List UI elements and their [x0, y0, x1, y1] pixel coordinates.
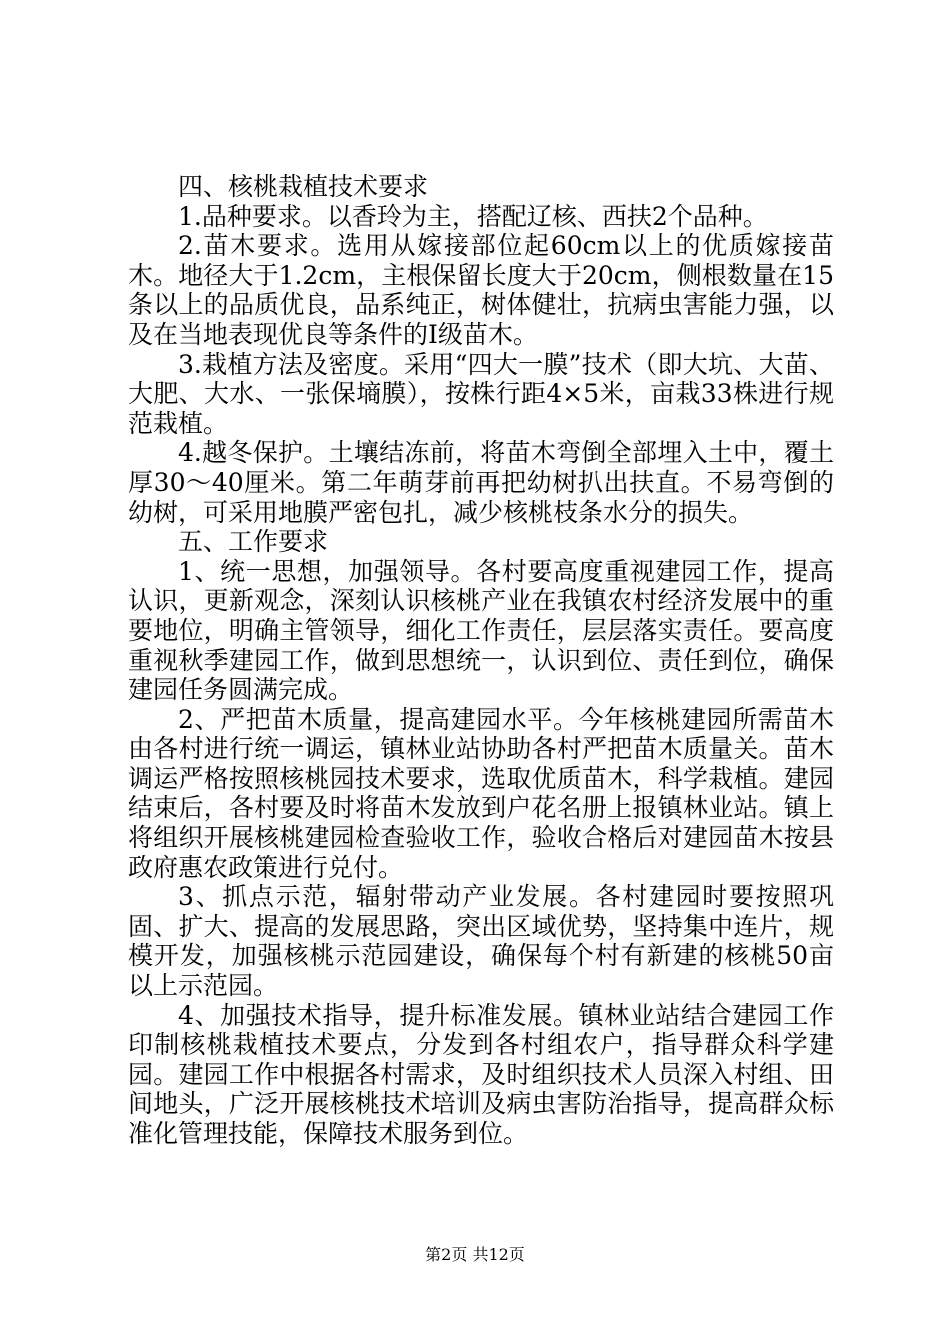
page-footer: 第2页 共12页	[425, 1245, 525, 1264]
paragraph-seedling: 2.苗木要求。选用从嫁接部位起60cm以上的优质嫁接苗木。地径大于1.2cm，主根保留长度大于20cm，侧根数量在15条以上的品质优良，品系纯正，树体健壮，抗病虫害能力强，以及在当地表现优良等条件的Ⅰ级苗木。	[128, 231, 834, 349]
paragraph-method: 3.栽植方法及密度。采用“四大一膜”技术（即大坑、大苗、大肥、大水、一张保墒膜），按株行距4×5米，亩栽33株进行规范栽植。	[128, 349, 834, 438]
paragraph-demonstration: 3、抓点示范，辐射带动产业发展。各村建园时要按照巩固、扩大、提高的发展思路，突出区域优势，坚持集中连片，规模开发，加强核桃示范园建设，确保每个村有新建的核桃50亩以上示范园。	[128, 882, 834, 1001]
paragraph-quality: 2、严把苗木质量，提高建园水平。今年核桃建园所需苗木由各村进行统一调运，镇林业站协助各村严把苗木质量关。苗木调运严格按照核桃园技术要求，选取优质苗木，科学栽植。建园结束后，各村要及时将苗木发放到户花名册上报镇林业站。镇上将组织开展核桃建园检查验收工作，验收合格后对建园苗木按县政府惠农政策进行兑付。	[128, 704, 834, 882]
section-heading-work: 五、工作要求	[178, 527, 329, 557]
paragraph-winter: 4.越冬保护。土壤结冻前，将苗木弯倒全部埋入土中，覆土厚30～40厘米。第二年萌芽前再把幼树扒出扶直。不易弯倒的幼树，可采用地膜严密包扎，减少核桃枝条水分的损失。	[128, 438, 834, 527]
section-heading-planting: 四、核桃栽植技术要求	[178, 172, 429, 201]
paragraph-variety: 1.品种要求。以香玲为主，搭配辽核、西扶2个品种。	[178, 201, 768, 231]
paragraph-technical: 4、加强技术指导，提升标准发展。镇林业站结合建园工作印制核桃栽植技术要点，分发到各村组农户，指导群众科学建园。建园工作中根据各村需求，及时组织技术人员深入村组、田间地头，广泛开展核桃技术培训及病虫害防治指导，提高群众标准化管理技能，保障技术服务到位。	[128, 1000, 834, 1148]
document-body	[128, 172, 834, 1149]
paragraph-leadership: 1、统一思想，加强领导。各村要高度重视建园工作，提高认识，更新观念，深刻认识核桃产业在我镇农村经济发展中的重要地位，明确主管领导，细化工作责任，层层落实责任。要高度重视秋季建园工作，做到思想统一，认识到位、责任到位，确保建园任务圆满完成。	[128, 556, 834, 705]
